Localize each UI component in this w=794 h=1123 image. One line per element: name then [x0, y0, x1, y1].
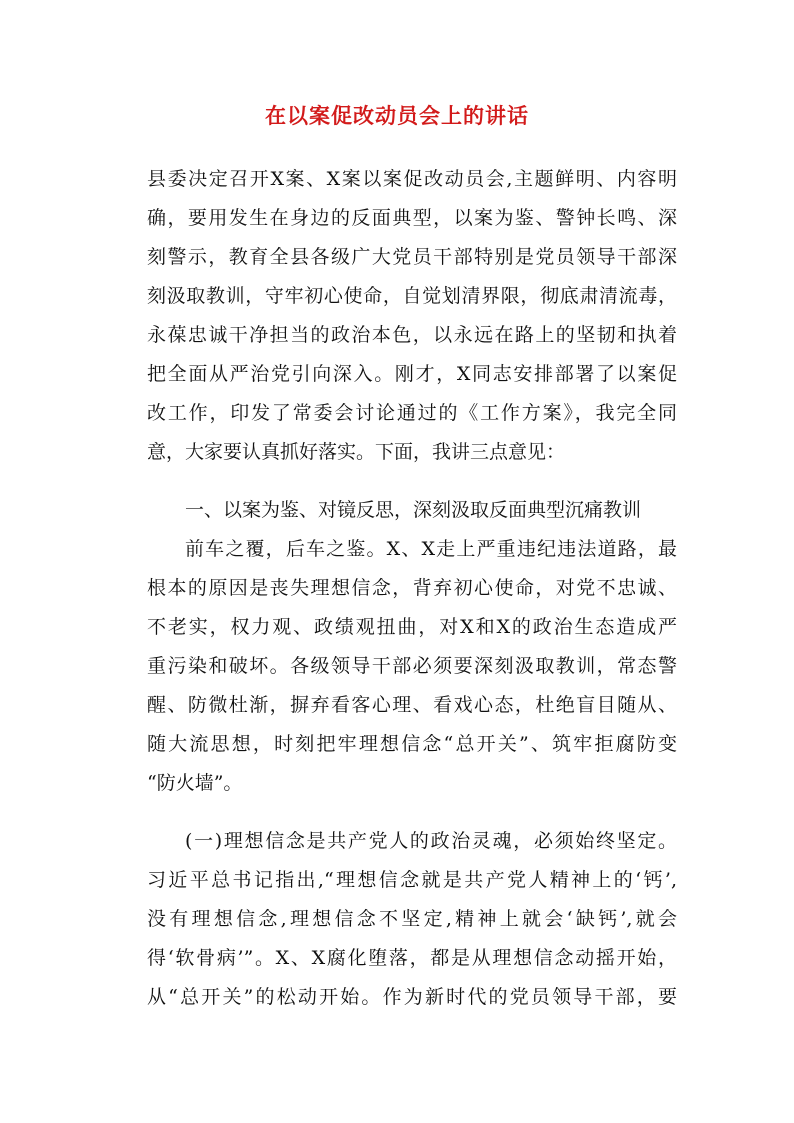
paragraph-line: 随大流思想，时刻把牢理想信念“总开关”、筑牢拒腐防变 [147, 733, 677, 755]
paragraph-line: 前车之覆，后车之鉴。X、X走上严重违纪违法道路，最 [185, 538, 677, 560]
paragraph-line: 刻汲取教训，守牢初心使命，自觉划清界限，彻底肃清流毒， [147, 285, 677, 307]
paragraph-line: 得‘软骨病’”。X、X腐化堕落，都是从理想信念动摇开始， [147, 947, 677, 969]
paragraph-line: 永葆忠诚干净担当的政治本色，以永远在路上的坚韧和执着 [147, 324, 677, 346]
paragraph-line: 意，大家要认真抓好落实。下面，我讲三点意见： [147, 441, 566, 463]
paragraph-line: 改工作，印发了常委会讨论通过的《工作方案》，我完全同 [147, 402, 677, 424]
paragraph-line: 醒、防微杜渐，摒弃看客心理、看戏心态，杜绝盲目随从、 [147, 694, 677, 716]
paragraph-line: 从“总开关”的松动开始。作为新时代的党员领导干部，要 [147, 986, 677, 1008]
paragraph-line: 确，要用发生在身边的反面典型，以案为鉴、警钟长鸣、深 [147, 207, 677, 229]
paragraph-line: 没有理想信念,理想信念不坚定,精神上就会‘缺钙’,就会 [147, 908, 677, 930]
document-title: 在以案促改动员会上的讲话 [265, 103, 529, 128]
paragraph-line: 把全面从严治党引向深入。刚才，X同志安排部署了以案促 [147, 363, 677, 385]
paragraph-line: 刻警示，教育全县各级广大党员干部特别是党员领导干部深 [147, 246, 677, 268]
paragraph-line: “防火墙”。 [147, 772, 243, 794]
paragraph-line: 重污染和破坏。各级领导干部必须要深刻汲取教训，常态警 [147, 655, 677, 677]
paragraph-line: 县委决定召开X案、X案以案促改动员会,主题鲜明、内容明 [147, 168, 677, 190]
paragraph-line: 根本的原因是丧失理想信念，背弃初心使命，对党不忠诚、 [147, 577, 677, 599]
paragraph-line: 习近平总书记指出,“理想信念就是共产党人精神上的‘钙’, [147, 869, 677, 891]
subsection-heading: (一)理想信念是共产党人的政治灵魂，必须始终坚定。 [185, 830, 677, 852]
paragraph-line: 不老实，权力观、政绩观扭曲，对X和X的政治生态造成严 [147, 616, 677, 638]
section-heading: 一、以案为鉴、对镜反思，深刻汲取反面典型沉痛教训 [185, 499, 642, 521]
